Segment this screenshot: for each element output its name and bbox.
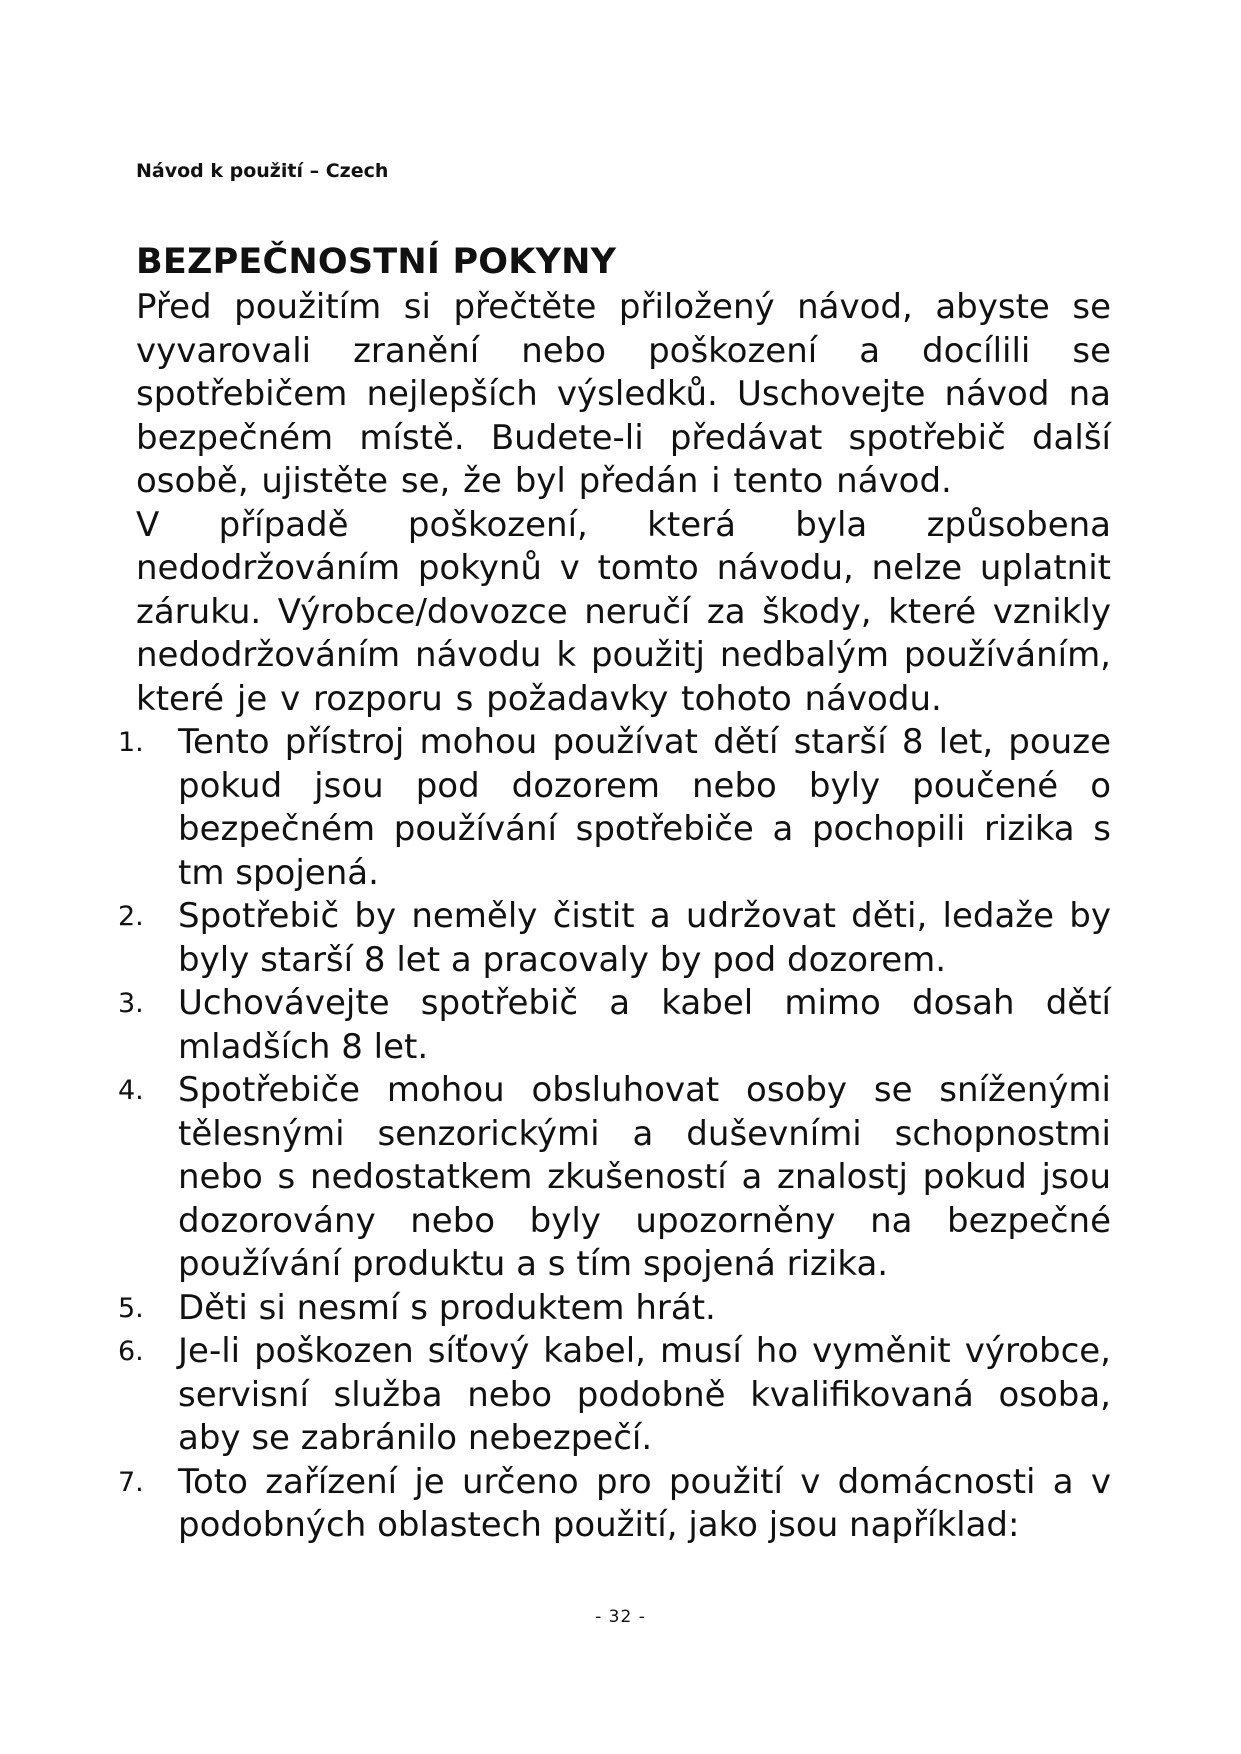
item-text: Je-li poškozen síťový kabel, musí ho vyměnit výrobce, servisní služba nebo podobně kvalifikovaná osoba, aby se zabránilo nebezpečí. xyxy=(178,1331,1111,1458)
item-number: 4. xyxy=(118,1075,144,1106)
safety-section xyxy=(118,238,1111,1548)
document-header: Návod k použití – Czech xyxy=(136,160,389,182)
list-item xyxy=(118,1461,1111,1548)
intro-paragraph-1: Před použitím si přečtěte přiložený návod, abyste se vyvarovali zranění nebo poškození a docílili se spotřebičem nejlepších výsledků. Uschovejte návod na bezpečném místě. Budete-li předávat spotřebič další osobě, ujistěte se, že byl předán i tento návod. xyxy=(136,287,1111,501)
item-number: 5. xyxy=(118,1292,144,1324)
item-number: 7. xyxy=(118,1466,144,1498)
item-number: 1. xyxy=(118,727,144,758)
page-number: - 32 - xyxy=(595,1607,646,1627)
list-item xyxy=(118,1287,1111,1331)
item-number: 6. xyxy=(118,1336,144,1367)
list-item xyxy=(118,1330,1111,1461)
item-number: 2. xyxy=(118,901,144,932)
item-text: Toto zařízení je určeno pro použití v domácnosti a v podobných oblastech použití, jako jsou například: xyxy=(178,1461,1111,1545)
intro-paragraph-2: V případě poškození, která byla způsobena nedodržováním pokynů v tomto návodu, nelze uplatnit záruku. Výrobce/dovozce neručí za škody, které vznikly nedodržováním návodu k použitj nedbalým používáním, které je v rozporu s požadavky tohoto návodu. xyxy=(136,504,1111,719)
list-item xyxy=(118,982,1111,1069)
item-text: Uchovávejte spotřebič a kabel mimo dosah dětí mladších 8 let. xyxy=(178,983,1111,1067)
list-item xyxy=(118,895,1111,982)
list-item xyxy=(118,721,1111,895)
item-text: Spotřebiče mohou obsluhovat osoby se sníženými tělesnými senzorickými a duševními schopnostmi nebo s nedostatkem zkušeností a znalostj pokud jsou dozorovány nebo byly upozorněny na bezpečné používání produktu a s tím spojená rizika. xyxy=(178,1070,1111,1284)
list-item xyxy=(118,1069,1111,1287)
item-text: Spotřebič by neměly čistit a udržovat děti, ledaže by byly starší 8 let a pracovaly by pod dozorem. xyxy=(178,896,1111,980)
item-text: Děti si nesmí s produktem hrát. xyxy=(178,1287,716,1328)
item-number: 3. xyxy=(118,988,144,1019)
section-title: BEZPEČNOSTNÍ POKYNY xyxy=(136,242,617,282)
item-text: Tento přístroj mohou používat dětí starší 8 let, pouze pokud jsou pod dozorem nebo byly poučené o bezpečném používání spotřebiče a pochopili rizika s tm spojená. xyxy=(178,722,1111,893)
safety-instructions-list xyxy=(118,721,1111,1548)
